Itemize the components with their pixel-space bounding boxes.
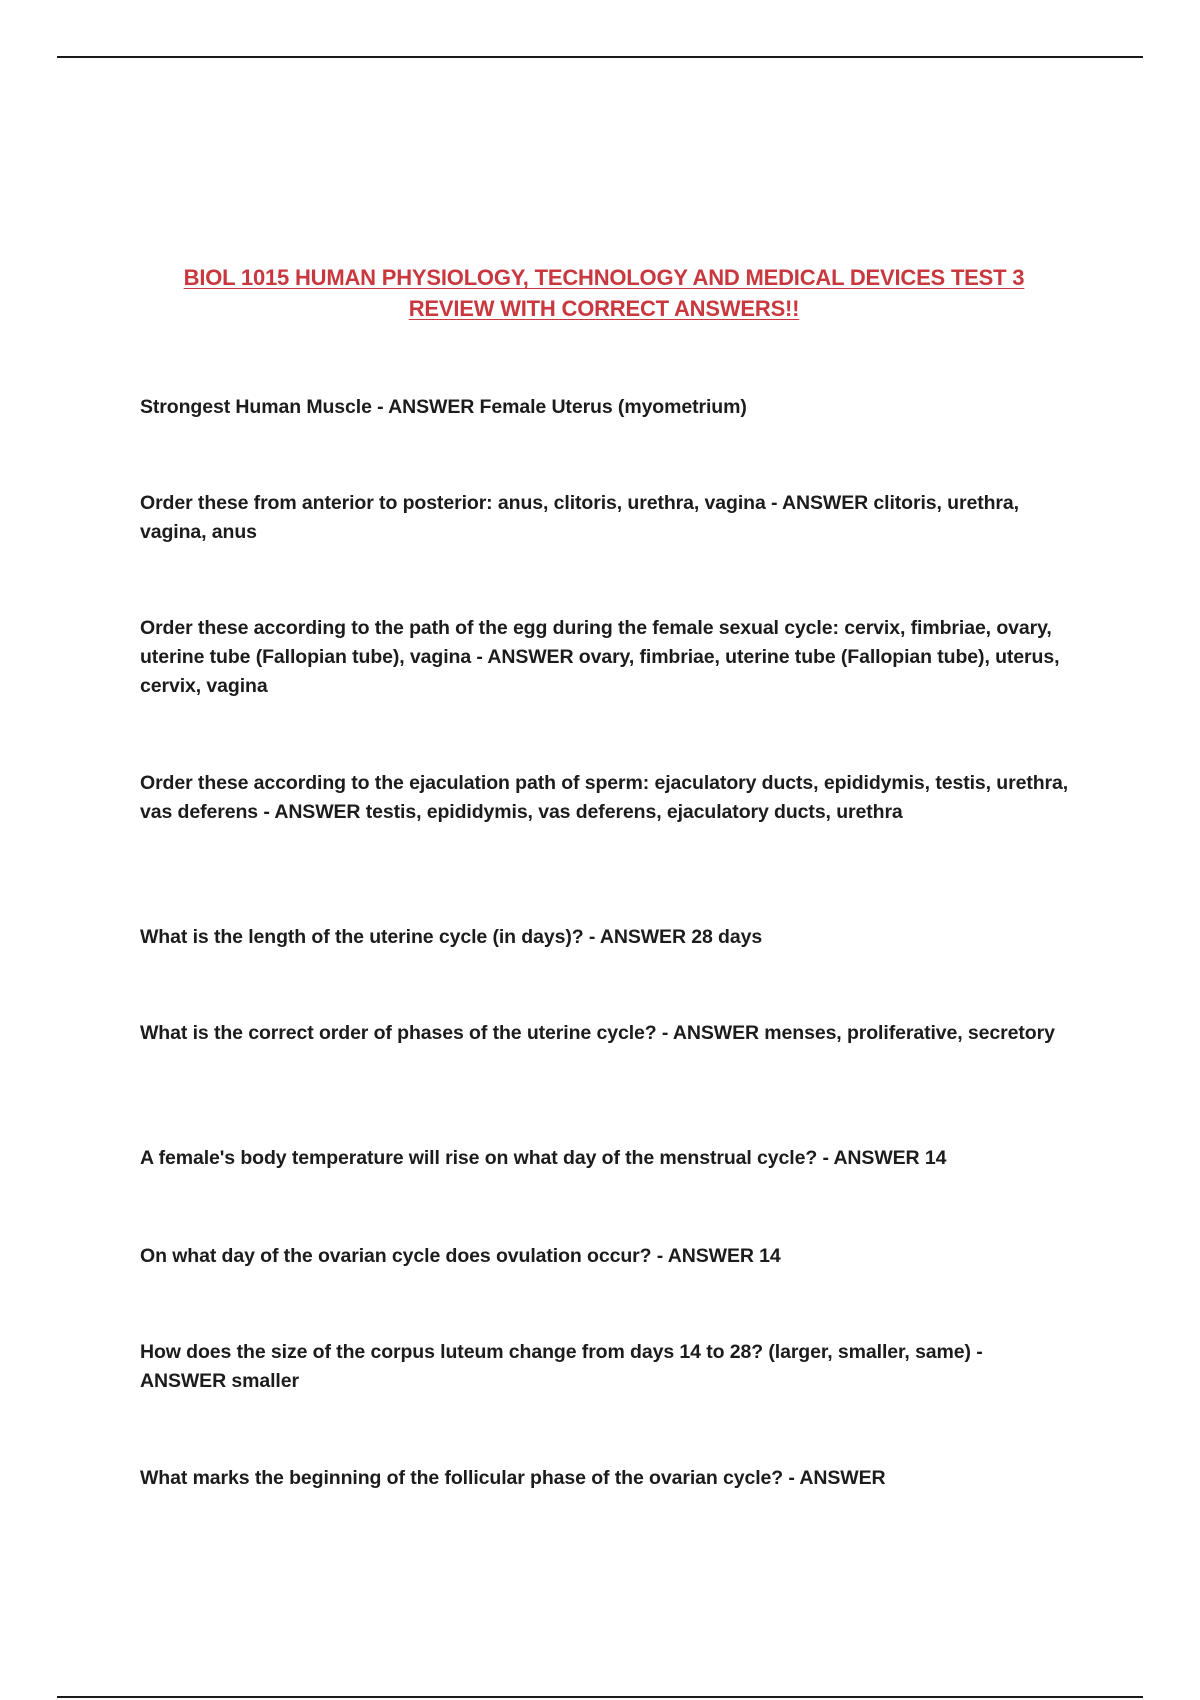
qa-item: A female's body temperature will rise on what day of the menstrual cycle? - ANSWER 14 (140, 1147, 947, 1169)
qa-item: How does the size of the corpus luteum change from days 14 to 28? (larger, smaller, same) - ANSWER smaller (140, 1341, 983, 1392)
qa-item: Order these according to the path of the egg during the female sexual cycle: cervix, fimbriae, ovary, uterine tube (Fallopian tube), vagina - ANSWER ovary, fimbriae, uterine tube (Fallopian tube), uterus, cervix, vagina (140, 617, 1060, 697)
qa-item: What is the correct order of phases of the uterine cycle? - ANSWER menses, proliferative, secretory (140, 1022, 1055, 1044)
bottom-divider (57, 1696, 1143, 1698)
document-title: BIOL 1015 HUMAN PHYSIOLOGY, TECHNOLOGY AND MEDICAL DEVICES TEST 3 REVIEW WITH CORRECT ANSWERS!! (183, 265, 1025, 321)
qa-item: Strongest Human Muscle - ANSWER Female Uterus (myometrium) (140, 396, 747, 418)
qa-item: Order these according to the ejaculation path of sperm: ejaculatory ducts, epididymis, testis, urethra, vas deferens - ANSWER testis, epididymis, vas deferens, ejaculatory ducts, urethra (140, 772, 1069, 823)
qa-item: Order these from anterior to posterior: anus, clitoris, urethra, vagina - ANSWER clitoris, urethra, vagina, anus (140, 492, 1019, 543)
top-divider (57, 56, 1143, 58)
qa-item: What is the length of the uterine cycle (in days)? - ANSWER 28 days (140, 926, 763, 948)
qa-item: What marks the beginning of the follicular phase of the ovarian cycle? - ANSWER (140, 1467, 886, 1489)
qa-item: On what day of the ovarian cycle does ovulation occur? - ANSWER 14 (140, 1245, 781, 1267)
